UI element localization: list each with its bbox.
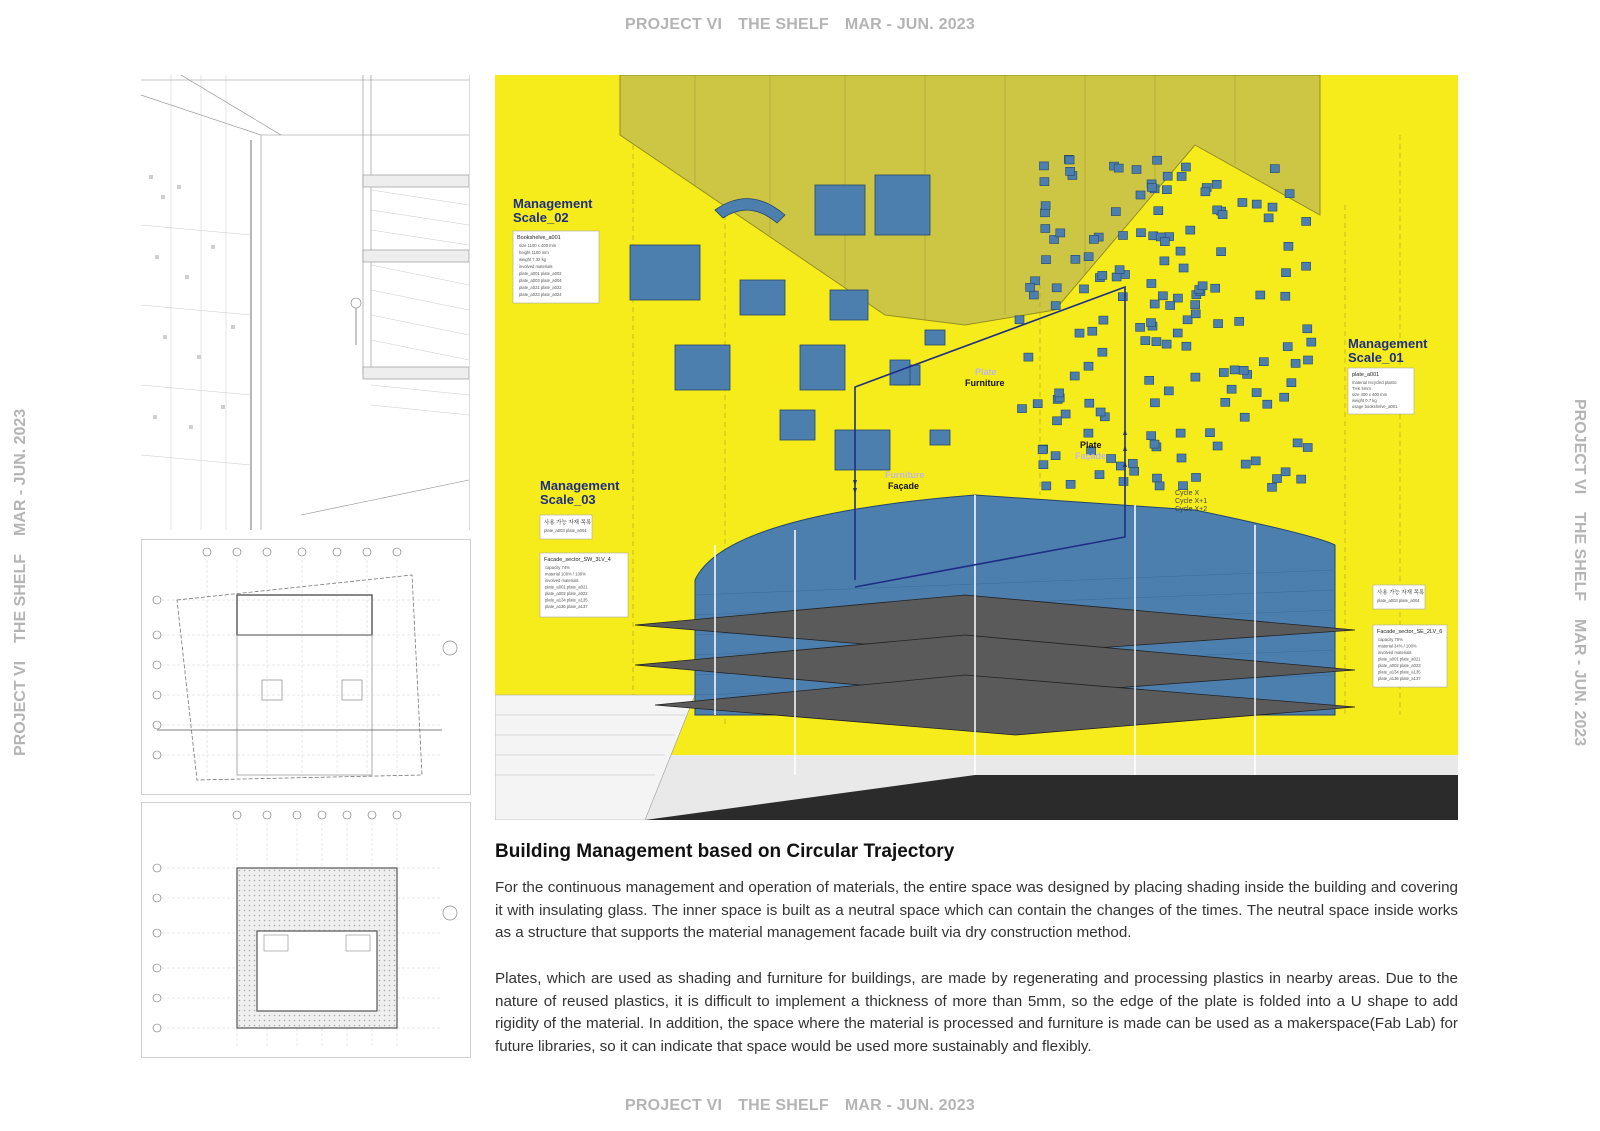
- plate-piece: [1150, 300, 1159, 308]
- plate-piece: [1201, 188, 1210, 196]
- plate-piece: [1153, 156, 1162, 164]
- plate-piece: [1061, 410, 1070, 418]
- plate-piece: [1136, 323, 1145, 331]
- scale-02-title: Management: [513, 196, 593, 211]
- plate-piece: [1240, 413, 1249, 421]
- plate-piece: [1041, 202, 1050, 210]
- scale-01-card-line: usage bookshelve_a001: [1352, 404, 1398, 409]
- plate-piece: [1153, 474, 1162, 482]
- right-card-title: Facade_sector_SE_2LV_6: [1377, 629, 1443, 635]
- scale-03-card-title: Facade_sector_SW_3LV_4: [544, 557, 611, 563]
- plate-piece: [1273, 475, 1282, 483]
- plate-piece: [1052, 284, 1061, 292]
- page-header: [0, 16, 1600, 34]
- scale-02-card-line: involved materials: [519, 264, 553, 269]
- plate-piece: [1147, 432, 1156, 440]
- plate-piece: [1239, 366, 1248, 374]
- scale-02-card-line: plate_a003 plate_a004: [519, 278, 562, 283]
- right-card-line: plate_a136 plate_a137: [1378, 676, 1421, 681]
- scale-01-card-line: THK 5mm: [1352, 386, 1371, 391]
- plate-piece: [1084, 253, 1093, 261]
- right-card-line: capacity 75%: [1378, 637, 1403, 642]
- plate-piece: [1155, 482, 1164, 490]
- plate-piece: [1263, 400, 1272, 408]
- plate-piece: [1041, 209, 1050, 217]
- plate-piece: [1217, 248, 1226, 256]
- scale-03-card-line: plate_a001 plate_a021: [545, 584, 588, 590]
- plate-piece: [1112, 273, 1121, 281]
- plate-piece: [1291, 359, 1300, 367]
- scale-02-card-line: size 1100 x 400 mm: [519, 243, 557, 248]
- plate-piece: [1252, 389, 1261, 397]
- plate-piece: [1270, 165, 1279, 173]
- plate-piece: [1264, 214, 1273, 222]
- plate-piece: [1303, 325, 1312, 333]
- plate-piece: [1213, 442, 1222, 450]
- plate-piece: [1051, 452, 1060, 460]
- plate-piece: [1038, 446, 1047, 454]
- scale-03-card-line: material 100% / 100%: [545, 571, 586, 577]
- scale-02-card-line: plate_a001 plate_a002: [519, 271, 562, 276]
- plate-piece: [1192, 473, 1201, 481]
- plate-piece: [1256, 291, 1265, 299]
- plate-piece: [1252, 200, 1261, 208]
- plate-piece: [1186, 226, 1195, 234]
- callout-scale-03: [540, 478, 628, 617]
- scale-02-subtitle: Scale_02: [513, 210, 569, 225]
- side-left-project: PROJECT VI: [12, 660, 29, 756]
- plate-piece: [1304, 356, 1313, 364]
- description-paragraph-1: For the continuous management and operation of materials, the entire space was designed by placing shading inside the building and covering it with insulating glass. The inner space is built as a neutral space which can contain the changes of the times. The neutral space inside works as a structure that supports the material management facade built via dry construction method.: [495, 879, 1458, 942]
- furniture-block: [835, 430, 890, 470]
- plate-piece: [1051, 302, 1060, 310]
- plate-piece: [1218, 211, 1227, 219]
- plate-piece: [1154, 207, 1163, 215]
- plate-piece: [1150, 399, 1159, 407]
- plate-piece: [1230, 366, 1239, 374]
- plate-piece: [1137, 229, 1146, 237]
- plate-piece: [1179, 482, 1188, 490]
- plate-piece: [1302, 217, 1311, 225]
- plate-piece: [1128, 459, 1137, 467]
- plate-piece: [1080, 285, 1089, 293]
- side-label-left: [12, 400, 30, 765]
- plate-piece: [1098, 271, 1107, 279]
- plate-piece: [1095, 471, 1104, 479]
- plate-piece: [1287, 379, 1296, 387]
- plate-piece: [1024, 353, 1033, 361]
- cycle-x2: Cycle X+2: [1175, 506, 1208, 513]
- furniture-block: [740, 280, 785, 315]
- scale-03-small-title: 사용 가능 자재 목록: [544, 520, 592, 526]
- footer-project: PROJECT VI: [625, 1097, 723, 1114]
- side-right-date: MAR - JUN. 2023: [1571, 619, 1588, 747]
- plate-piece: [1119, 478, 1128, 486]
- north-arrow-icon: [443, 906, 457, 920]
- plate-piece: [1098, 348, 1107, 356]
- plate-piece: [1147, 183, 1156, 191]
- scale-03-card-line: plate_a134 plate_a135: [545, 597, 588, 603]
- plate-piece: [1111, 208, 1120, 216]
- side-right-project: PROJECT VI: [1571, 399, 1588, 495]
- plate-piece: [1132, 166, 1141, 174]
- plate-piece: [1166, 302, 1175, 310]
- plate-piece: [1130, 467, 1139, 475]
- diagram-svg: [495, 75, 1458, 820]
- plate-piece: [1099, 316, 1108, 324]
- scale-01-card-line: size 400 x 400 mm: [1352, 392, 1388, 397]
- scale-02-card-line: plate_a021 plate_a022: [519, 285, 562, 290]
- plate-piece: [1042, 482, 1051, 490]
- right-card-line: plate_a134 plate_a135: [1378, 669, 1421, 675]
- plate-piece: [1114, 164, 1123, 172]
- footer-date: MAR - JUN. 2023: [844, 1097, 975, 1114]
- right-small-line: plate_a003 plate_a004: [1377, 598, 1420, 603]
- plate-piece: [1040, 178, 1049, 186]
- scale-03-card-line: capacity 74%: [545, 565, 570, 570]
- plate-piece: [1307, 338, 1316, 346]
- plate-piece: [1173, 329, 1182, 337]
- plate-piece: [1227, 385, 1236, 393]
- scale-03-title: Management: [540, 478, 620, 493]
- plate-piece: [1118, 293, 1127, 301]
- furniture-block: [815, 185, 865, 235]
- plate-piece: [1026, 283, 1035, 291]
- circular-trajectory-diagram: [495, 75, 1458, 820]
- label-plate-top: Plate: [975, 367, 997, 377]
- wall-section-detail-drawing: [141, 75, 470, 530]
- furniture-block: [930, 430, 950, 445]
- scale-01-card-line: weight 0.7 kg: [1352, 398, 1377, 403]
- scale-03-small-line: plate_a003 plate_a004: [544, 528, 587, 533]
- scale-02-card-line: weight 7.32 kg: [519, 257, 547, 262]
- plate-piece: [1251, 457, 1260, 465]
- furniture-block: [800, 345, 845, 390]
- footer-name: THE SHELF: [738, 1097, 829, 1114]
- plate-piece: [1297, 475, 1306, 483]
- plate-piece: [1268, 483, 1277, 491]
- plate-piece: [1164, 387, 1173, 395]
- right-card-line: involved materials: [1378, 650, 1412, 655]
- flow-labels: [885, 367, 1106, 491]
- label-facade-low: Façade: [888, 481, 920, 491]
- plate-piece: [1053, 417, 1062, 425]
- description-paragraph-2: Plates, which are used as shading and furniture for buildings, are made by regenerating and processing plastics in nearby areas. Due to the nature of reused plastics, it is difficult to implement a thickness of more than 5mm, so the edge of the plate is folded into a U shape to add rigidity of the material. In addition, the space where the material is processed and furniture is made can be used as a makerspace(Fab Lab) for future libraries, so it can indicate that space would be used more sustainably and flexibly.: [495, 970, 1458, 1055]
- plate-piece: [1015, 316, 1024, 324]
- plate-piece: [1163, 172, 1172, 180]
- wall-section-svg: [141, 75, 469, 530]
- plate-piece: [1183, 316, 1192, 324]
- plate-piece: [1206, 429, 1215, 437]
- plate-piece: [1096, 408, 1105, 416]
- header-project: PROJECT VI: [625, 16, 723, 33]
- plate-piece: [1241, 460, 1250, 468]
- furniture-block: [780, 410, 815, 440]
- plate-piece: [1177, 172, 1186, 180]
- right-card-line: plate_a002 plate_a023: [1378, 663, 1421, 668]
- plate-piece: [1136, 191, 1145, 199]
- furniture-block: [830, 290, 868, 320]
- plate-piece: [1066, 167, 1075, 175]
- plate-piece: [1176, 247, 1185, 255]
- plate-piece: [1281, 468, 1290, 476]
- plate-piece: [1041, 225, 1050, 233]
- plate-piece: [1033, 400, 1042, 408]
- plate-piece: [1162, 186, 1171, 194]
- plate-piece: [1158, 292, 1167, 300]
- plate-piece: [1198, 282, 1207, 290]
- furniture-block: [675, 345, 730, 390]
- plate-piece: [1147, 319, 1156, 327]
- furniture-block: [875, 175, 930, 235]
- plate-piece: [1056, 229, 1065, 237]
- scale-01-card-title: plate_a001: [1352, 372, 1380, 378]
- floor-plan-2-svg: [142, 803, 470, 1057]
- scale-03-card-line: plate_a002 plate_a022: [545, 591, 588, 596]
- north-arrow-icon: [443, 641, 457, 655]
- plate-piece: [1283, 343, 1292, 351]
- plate-piece: [1214, 320, 1223, 328]
- plate-piece: [1284, 242, 1293, 250]
- plate-piece: [1179, 264, 1188, 272]
- plate-piece: [1066, 480, 1075, 488]
- plate-piece: [1181, 163, 1190, 171]
- furniture-block: [630, 245, 700, 300]
- plate-piece: [1191, 301, 1200, 309]
- scale-03-subtitle: Scale_03: [540, 492, 596, 507]
- plate-piece: [1084, 429, 1093, 437]
- side-right-name: THE SHELF: [1571, 512, 1588, 602]
- floor-plan-2: [141, 802, 471, 1058]
- plate-piece: [1191, 310, 1200, 318]
- plate-piece: [1280, 393, 1289, 401]
- plate-piece: [1235, 317, 1244, 325]
- label-plate-mid: Plate: [1080, 440, 1102, 450]
- scale-02-card-line: height 1100 mm: [519, 250, 549, 255]
- plate-piece: [1084, 362, 1093, 370]
- plate-piece: [1221, 398, 1230, 406]
- plate-piece: [1075, 329, 1084, 337]
- plate-piece: [1302, 262, 1311, 270]
- plate-piece: [1268, 203, 1277, 211]
- side-left-date: MAR - JUN. 2023: [12, 408, 29, 536]
- plate-piece: [1238, 199, 1247, 207]
- header-name: THE SHELF: [738, 16, 829, 33]
- plate-piece: [1145, 376, 1154, 384]
- plate-piece: [1071, 255, 1080, 263]
- cycle-x: Cycle X: [1175, 490, 1200, 497]
- plate-piece: [1085, 399, 1094, 407]
- page-footer: [0, 1097, 1600, 1115]
- right-card-line: plate_a001 plate_a021: [1378, 656, 1421, 662]
- floor-plan-1: [141, 539, 471, 795]
- plate-piece: [1212, 180, 1221, 188]
- plate-piece: [1303, 444, 1312, 452]
- scale-02-card-line: plate_a023 plate_a024: [519, 292, 562, 297]
- plate-piece: [1191, 373, 1200, 381]
- plate-piece: [1150, 440, 1159, 448]
- scale-03-card-line: plate_a136 plate_a137: [545, 604, 588, 609]
- label-furniture-low: Furniture: [885, 470, 925, 480]
- scale-01-subtitle: Scale_01: [1348, 350, 1404, 365]
- plate-piece: [1065, 156, 1074, 164]
- scale-03-card-line: involved materials: [545, 578, 579, 583]
- plate-piece: [1119, 232, 1128, 240]
- plate-piece: [1088, 327, 1097, 335]
- side-left-name: THE SHELF: [12, 553, 29, 643]
- header-date: MAR - JUN. 2023: [844, 16, 975, 33]
- plate-piece: [1107, 455, 1116, 463]
- plate-piece: [1070, 372, 1079, 380]
- plate-piece: [1089, 235, 1098, 243]
- side-label-right: [1570, 390, 1588, 755]
- floor-plan-1-svg: [142, 540, 470, 794]
- callout-scale-01: [1348, 336, 1428, 414]
- plate-piece: [1040, 162, 1049, 170]
- scale-01-title: Management: [1348, 336, 1428, 351]
- plate-piece: [1162, 340, 1171, 348]
- plate-piece: [1160, 238, 1169, 246]
- right-small-title: 사용 가능 자재 목록: [1377, 590, 1425, 596]
- plate-piece: [1281, 292, 1290, 300]
- plate-piece: [1282, 269, 1291, 277]
- cycle-labels: [1175, 490, 1207, 513]
- plate-piece: [1176, 429, 1185, 437]
- plate-piece: [1115, 266, 1124, 274]
- right-card-line: material 34% / 100%: [1378, 643, 1417, 649]
- plate-piece: [1152, 338, 1161, 346]
- plate-piece: [1211, 284, 1220, 292]
- plate-piece: [1177, 454, 1186, 462]
- plate-piece: [1141, 337, 1150, 345]
- plate-piece: [1042, 256, 1051, 264]
- scale-01-card-line: material recycled plastic: [1352, 380, 1397, 385]
- plate-piece: [1219, 369, 1228, 377]
- label-facade-mid: Façade: [1075, 451, 1107, 461]
- plate-piece: [1285, 190, 1294, 198]
- plate-piece: [1160, 257, 1169, 265]
- callout-right-cards: [1373, 585, 1447, 687]
- plate-piece: [1055, 389, 1064, 397]
- plate-piece: [1018, 405, 1027, 413]
- callout-scale-02: [513, 196, 599, 303]
- scale-02-card-title: Bookshelve_a001: [517, 235, 561, 241]
- plate-piece: [1173, 294, 1182, 302]
- furniture-block: [925, 330, 945, 345]
- cycle-x1: Cycle X+1: [1175, 498, 1208, 505]
- lower-building: [495, 495, 1458, 820]
- plate-piece: [1039, 461, 1048, 469]
- label-furniture-top: Furniture: [965, 378, 1005, 388]
- plate-piece: [1147, 280, 1156, 288]
- plate-piece: [1029, 291, 1038, 299]
- plate-piece: [1259, 358, 1268, 366]
- section-title: Building Management based on Circular Trajectory: [495, 841, 955, 862]
- plate-piece: [1182, 342, 1191, 350]
- plate-piece: [1293, 439, 1302, 447]
